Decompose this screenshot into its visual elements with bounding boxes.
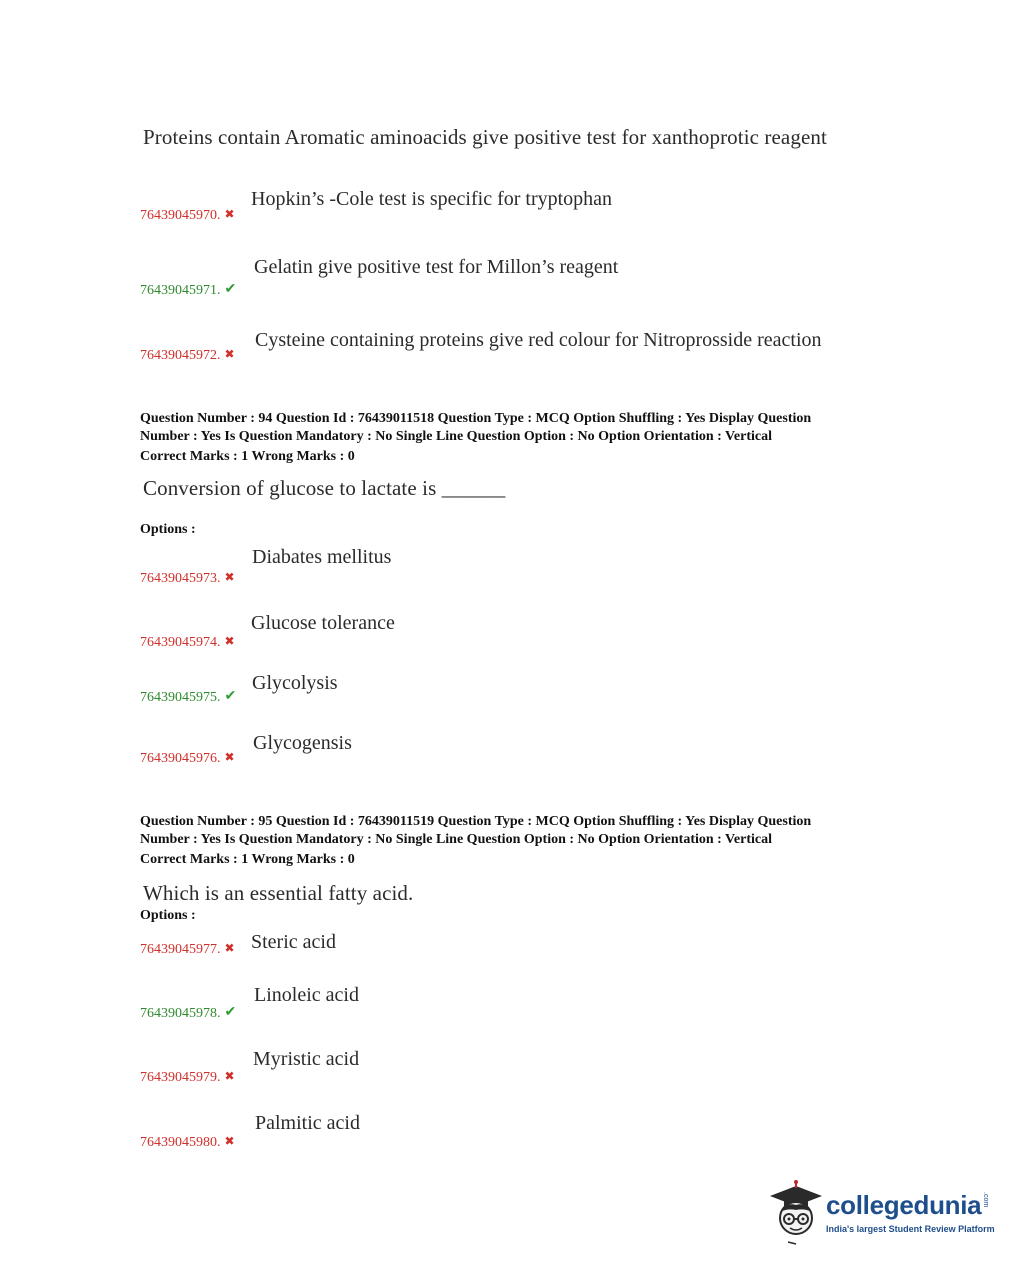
marks-line: Correct Marks : 1 Wrong Marks : 0 <box>140 852 355 867</box>
option-text: Cysteine containing proteins give red colour for Nitroprosside reaction <box>255 329 822 351</box>
option-text: Steric acid <box>251 931 336 953</box>
option-id <box>140 749 235 767</box>
wrong-mark-icon: ✖ <box>224 750 235 764</box>
option-text: Gelatin give positive test for Millon’s reagent <box>254 256 619 278</box>
question-metadata <box>140 410 900 466</box>
check-mark-icon: ✔ <box>224 282 237 297</box>
option-id-text: 76439045975. <box>140 690 221 705</box>
check-mark-icon: ✔ <box>224 689 237 704</box>
wrong-mark-icon: ✖ <box>224 570 235 584</box>
metadata-line: Question Number : 95 Question Id : 76439011519 Question Type : MCQ Option Shuffling : Yes Display Question <box>140 814 812 829</box>
options-label: Options : <box>140 908 196 923</box>
logo-name: collegedunia <box>826 1190 982 1220</box>
option-text: Myristic acid <box>253 1048 360 1070</box>
question-metadata <box>140 813 900 869</box>
option-id-text: 76439045971. <box>140 283 221 298</box>
collegedunia-logo[interactable] <box>766 1178 996 1248</box>
option-id-text: 76439045976. <box>140 751 221 766</box>
option-text: Glucose tolerance <box>251 612 395 634</box>
marks-line: Correct Marks : 1 Wrong Marks : 0 <box>140 449 355 464</box>
option-id <box>140 569 235 587</box>
option-text: Linoleic acid <box>254 984 359 1006</box>
wrong-mark-icon: ✖ <box>224 634 235 648</box>
wrong-mark-icon: ✖ <box>224 1134 235 1148</box>
option-id-text: 76439045977. <box>140 942 221 957</box>
option-text: Palmitic acid <box>255 1112 360 1134</box>
logo-tagline: India's largest Student Review Platform <box>826 1224 995 1234</box>
option-id <box>140 1004 236 1022</box>
option-id <box>140 206 235 224</box>
logo-suffix: .com <box>982 1192 989 1208</box>
option-id-text: 76439045973. <box>140 571 221 586</box>
option-id <box>140 688 236 706</box>
option-id-text: 76439045979. <box>140 1070 221 1085</box>
option-id <box>140 633 235 651</box>
question-text: Which is an essential fatty acid. <box>143 881 414 905</box>
option-text: Diabates mellitus <box>252 546 392 568</box>
question-statement: Proteins contain Aromatic aminoacids give positive test for xanthoprotic reagent <box>143 125 827 149</box>
option-text: Glycolysis <box>252 672 338 694</box>
mascot-icon <box>766 1178 826 1248</box>
metadata-line: Number : Yes Is Question Mandatory : No Single Line Question Option : No Option Orientation : Vertical <box>140 429 772 444</box>
wrong-mark-icon: ✖ <box>224 1069 235 1083</box>
option-id-text: 76439045980. <box>140 1135 221 1150</box>
option-id <box>140 346 235 364</box>
option-id <box>140 940 235 958</box>
check-mark-icon: ✔ <box>224 1005 237 1020</box>
option-id-text: 76439045978. <box>140 1006 221 1021</box>
question-text: Conversion of glucose to lactate is ______ <box>143 476 506 500</box>
metadata-line: Number : Yes Is Question Mandatory : No Single Line Question Option : No Option Orientation : Vertical <box>140 832 772 847</box>
wrong-mark-icon: ✖ <box>224 207 235 221</box>
option-id-text: 76439045972. <box>140 348 221 363</box>
option-id-text: 76439045970. <box>140 208 221 223</box>
option-id <box>140 281 236 299</box>
option-id-text: 76439045974. <box>140 635 221 650</box>
metadata-line: Question Number : 94 Question Id : 76439011518 Question Type : MCQ Option Shuffling : Yes Display Question <box>140 411 812 426</box>
wrong-mark-icon: ✖ <box>224 941 235 955</box>
option-id <box>140 1068 235 1086</box>
options-label: Options : <box>140 522 196 537</box>
option-text: Hopkin’s -Cole test is specific for tryptophan <box>251 188 613 210</box>
option-text: Glycogensis <box>253 732 352 754</box>
option-id <box>140 1133 235 1151</box>
wrong-mark-icon: ✖ <box>224 347 235 361</box>
